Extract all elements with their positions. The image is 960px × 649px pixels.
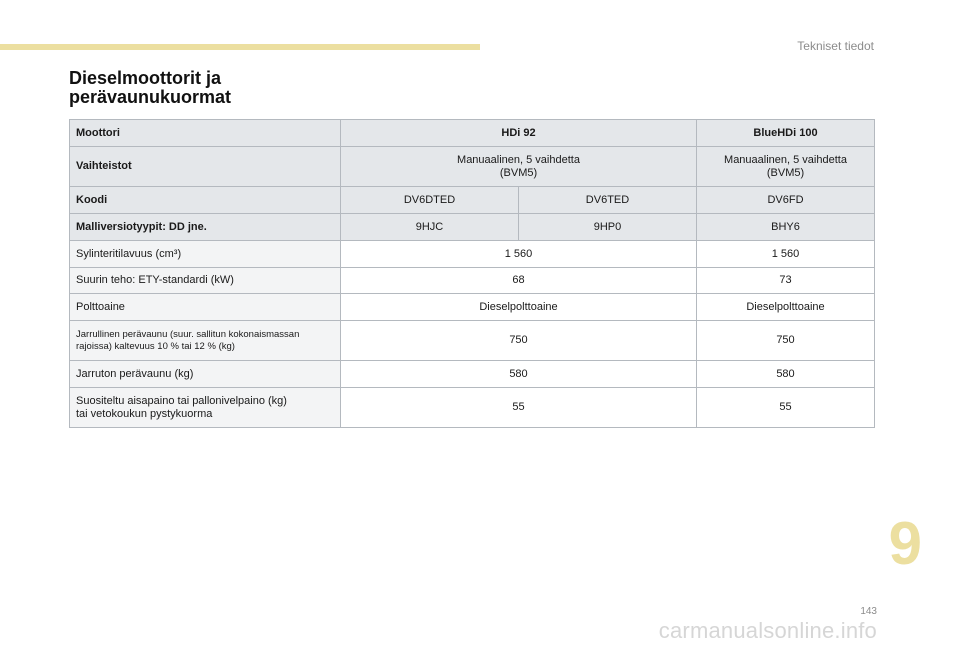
row-label: Jarruton perävaunu (kg)	[70, 361, 341, 388]
page-number: 143	[860, 606, 877, 617]
cell-hdi92: Dieselpolttoaine	[341, 294, 697, 321]
cell-bluehdi100: 580	[697, 361, 875, 388]
cell-bluehdi100: Dieselpolttoaine	[697, 294, 875, 321]
row-label: Vaihteistot	[70, 147, 341, 187]
cell-hdi92: 750	[341, 321, 697, 361]
row-label: Suurin teho: ETY-standardi (kW)	[70, 268, 341, 294]
cell-bluehdi100: 750	[697, 321, 875, 361]
cell-hdi92: HDi 92	[341, 120, 697, 147]
table-row-model-versions	[70, 214, 875, 241]
cell-hdi92: Manuaalinen, 5 vaihdetta (BVM5)	[341, 147, 697, 187]
cell-bluehdi100: Manuaalinen, 5 vaihdetta (BVM5)	[697, 147, 875, 187]
row-label: Moottori	[70, 120, 341, 147]
cell-hdi92: 55	[341, 388, 697, 428]
row-label: Jarrullinen perävaunu (suur. sallitun kokonaismassan rajoissa) kaltevuus 10 % tai 12 % (kg)	[70, 321, 341, 361]
row-label: Polttoaine	[70, 294, 341, 321]
table-row-displacement	[70, 241, 875, 268]
watermark: carmanualsonline.info	[658, 618, 877, 643]
table-row-code	[70, 187, 875, 214]
cell-hdi92: 1 560	[341, 241, 697, 268]
spec-table	[69, 119, 875, 428]
cell-bluehdi100: 55	[697, 388, 875, 428]
row-label: Koodi	[70, 187, 341, 214]
cell-hdi92: 68	[341, 268, 697, 294]
row-label: Sylinteritilavuus (cm³)	[70, 241, 341, 268]
cell-bluehdi100: DV6FD	[697, 187, 875, 214]
section-label: Tekniset tiedot	[797, 39, 874, 53]
table-row-max-power	[70, 268, 875, 294]
table-row-engine	[70, 120, 875, 147]
cell-hdi92: 580	[341, 361, 697, 388]
cell-hdi92-a: DV6DTED	[341, 187, 519, 214]
page-title: Dieselmoottorit ja perävaunukuormat	[69, 68, 232, 107]
table-row-braked-trailer	[70, 321, 875, 361]
cell-bluehdi100: BlueHDi 100	[697, 120, 875, 147]
table-row-unbraked-trailer	[70, 361, 875, 388]
accent-bar	[0, 44, 480, 50]
chapter-number: 9	[888, 510, 922, 577]
cell-hdi92-a: 9HJC	[341, 214, 519, 241]
table-row-nose-weight	[70, 388, 875, 428]
table-row-fuel	[70, 294, 875, 321]
row-label: Malliversiotyypit: DD jne.	[70, 214, 341, 241]
cell-bluehdi100: BHY6	[697, 214, 875, 241]
row-label: Suositeltu aisapaino tai pallonivelpaino (kg) tai vetokoukun pystykuorma	[70, 388, 341, 428]
table-row-gearbox	[70, 147, 875, 187]
cell-hdi92-b: 9HP0	[519, 214, 697, 241]
cell-bluehdi100: 1 560	[697, 241, 875, 268]
cell-hdi92-b: DV6TED	[519, 187, 697, 214]
cell-bluehdi100: 73	[697, 268, 875, 294]
